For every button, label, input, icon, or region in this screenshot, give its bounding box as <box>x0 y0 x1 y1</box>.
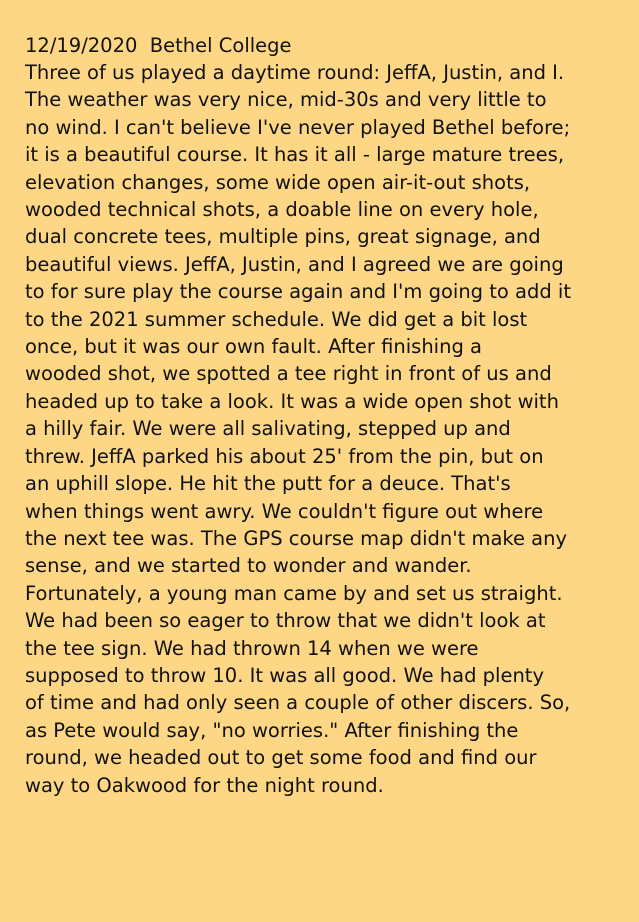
entry-text-line: sense, and we started to wonder and wander. <box>25 554 472 578</box>
entry-text-line: it is a beautiful course. It has it all - large mature trees, <box>25 143 565 167</box>
entry-text-line: round, we headed out to get some food and find our <box>25 746 537 770</box>
entry-text-line: to for sure play the course again and I'm going to add it <box>25 280 571 304</box>
entry-text-line: as Pete would say, "no worries." After finishing the <box>25 718 519 742</box>
entry-text-line: threw. JeffA parked his about 25' from the pin, but on <box>25 444 544 468</box>
entry-text-line: once, but it was our own fault. After finishing a <box>25 335 482 359</box>
entry-text-line: a hilly fair. We were all salivating, stepped up and <box>25 417 511 441</box>
entry-text-line: dual concrete tees, multiple pins, great signage, and <box>25 225 541 249</box>
entry-text-line: We had been so eager to throw that we didn't look at <box>25 609 546 633</box>
entry-body-text <box>25 59 625 799</box>
entry-text-line: no wind. I can't believe I've never played Bethel before; <box>25 115 571 139</box>
entry-text-line: an uphill slope. He hit the putt for a deuce. That's <box>25 472 511 496</box>
entry-text-line: the tee sign. We had thrown 14 when we were <box>25 636 479 660</box>
entry-text-line: of time and had only seen a couple of other discers. So, <box>25 691 571 715</box>
entry-text-line: beautiful views. JeffA, Justin, and I agreed we are going <box>25 252 564 276</box>
entry-text-line: Fortunately, a young man came by and set us straight. <box>25 581 563 605</box>
entry-text-line: headed up to take a look. It was a wide open shot with <box>25 389 559 413</box>
entry-text-line: when things went awry. We couldn't figure out where <box>25 499 544 523</box>
entry-text-line: The weather was very nice, mid-30s and very little to <box>25 88 547 112</box>
entry-text-line: wooded technical shots, a doable line on every hole, <box>25 198 539 222</box>
entry-text-line: supposed to throw 10. It was all good. We had plenty <box>25 663 544 687</box>
entry-text-line: elevation changes, some wide open air-it-out shots, <box>25 170 531 194</box>
entry-text-line: Three of us played a daytime round: JeffA, Justin, and I. <box>25 61 565 84</box>
entry-text-line: way to Oakwood for the night round. <box>25 773 384 797</box>
entry-text-line: the next tee was. The GPS course map didn't make any <box>25 526 568 550</box>
entry-text-line: wooded shot, we spotted a tee right in front of us and <box>25 362 552 386</box>
entry-date-location: 12/19/2020 Bethel College <box>25 34 292 57</box>
entry-text-line: to the 2021 summer schedule. We did get a bit lost <box>25 307 528 331</box>
